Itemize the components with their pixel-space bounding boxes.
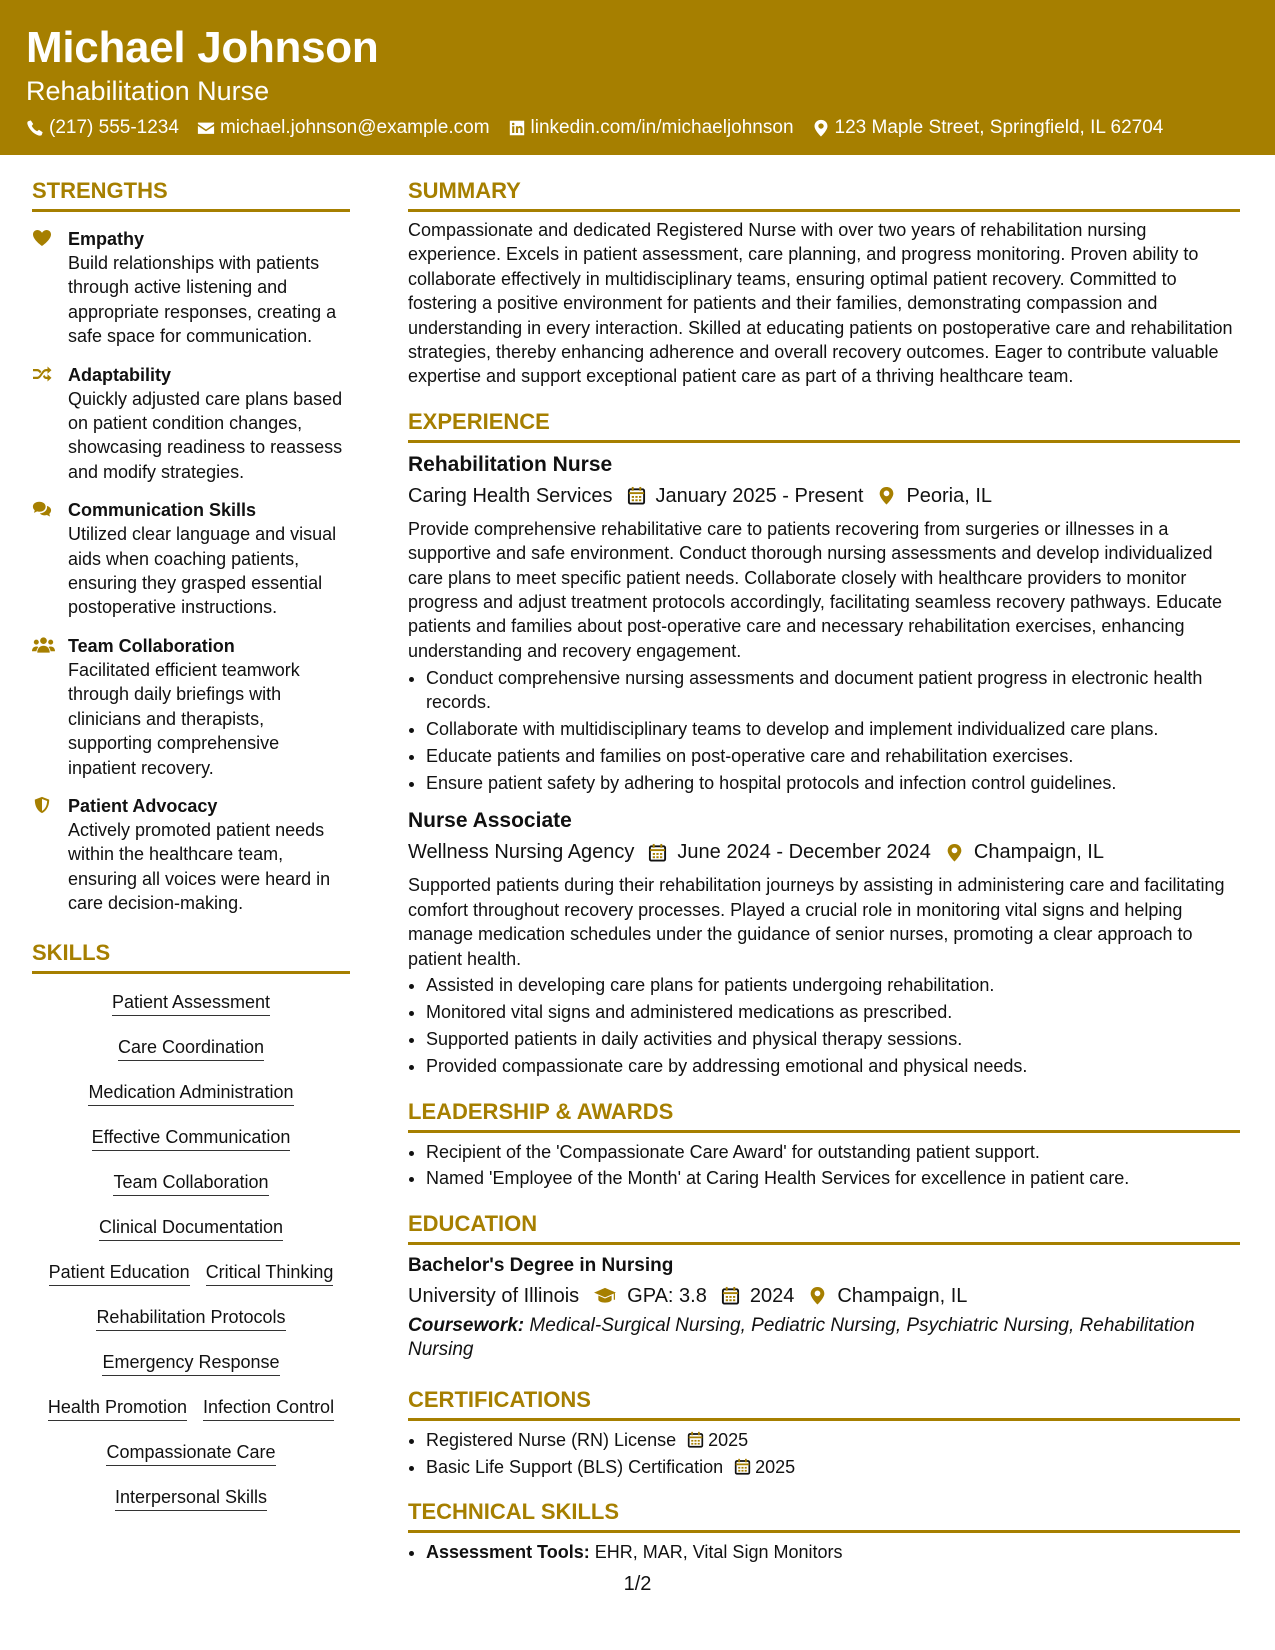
contact-phone: [26, 116, 179, 140]
strength-title: Adaptability: [68, 364, 172, 385]
gpa-text: GPA: 3.8: [627, 1284, 707, 1307]
job-dates: January 2025 - Present: [655, 484, 864, 507]
skill-tag: Critical Thinking: [206, 1260, 334, 1286]
map-pin-icon: [808, 1286, 827, 1305]
strength-item: [32, 794, 350, 916]
experience-heading: EXPERIENCE: [408, 407, 1240, 443]
skills-list: [32, 990, 350, 1511]
resume-header: [0, 0, 1275, 155]
skill-tag: Health Promotion: [48, 1395, 187, 1421]
job-title: Rehabilitation Nurse: [408, 452, 613, 476]
list-item: • Educate patients and families on post-operative care and rehabilitation exercises.: [426, 744, 1240, 768]
comments-icon: [32, 500, 52, 518]
tech-skill-value: EHR, MAR, Vital Sign Monitors: [594, 1542, 843, 1562]
calendar-icon: [721, 1286, 740, 1305]
job-meta: [408, 838, 1240, 866]
education-section: [408, 1209, 1240, 1363]
job-meta: [408, 482, 1240, 510]
list-item: • Provided compassionate care by addressing emotional and physical needs.: [426, 1054, 1240, 1078]
job-location: Champaign, IL: [973, 841, 1104, 864]
leadership-heading: LEADERSHIP & AWARDS: [408, 1097, 1240, 1133]
strength-item: [32, 498, 350, 620]
graduation-year: 2024: [749, 1284, 795, 1307]
list-item: • Ensure patient safety by adhering to hospital protocols and infection control guidelines.: [426, 771, 1240, 795]
job-company: Wellness Nursing Agency: [408, 841, 635, 864]
cert-year: 2025: [755, 1456, 796, 1477]
candidate-name: Michael Johnson: [26, 23, 379, 72]
certifications-list: [408, 1428, 1240, 1479]
page-number: 1/2: [623, 1573, 652, 1595]
map-pin-icon: [877, 486, 896, 505]
skill-tag: Rehabilitation Protocols: [96, 1305, 285, 1331]
cert-name: • Basic Life Support (BLS) Certification: [426, 1456, 724, 1477]
list-item: • Monitored vital signs and administered medications as prescribed.: [426, 1000, 1240, 1024]
calendar-icon: [627, 486, 646, 505]
email-link[interactable]: michael.johnson@example.com: [219, 117, 490, 138]
shuffle-icon: [32, 365, 52, 383]
contact-email[interactable]: [197, 116, 490, 140]
summary-heading: SUMMARY: [408, 176, 1240, 212]
school-name: University of Illinois: [408, 1284, 580, 1307]
skill-tag: Interpersonal Skills: [115, 1485, 267, 1511]
strength-desc: Utilized clear language and visual aids when coaching patients, ensuring they grasped essential postoperative instructions.: [68, 524, 337, 618]
users-icon: [32, 636, 55, 654]
skill-tag: Emergency Response: [102, 1350, 279, 1376]
leadership-list: [408, 1140, 1240, 1191]
job-description: Supported patients during their rehabilitation journeys by assisting in administering care and facilitating comfort throughout recovery processes. Played a crucial role in monitoring vital signs and helping manage medication schedules under the guidance of senior nurses, promoting a clear approach to patient health.: [408, 875, 1225, 969]
list-item: [426, 1428, 1240, 1452]
list-item: [426, 1455, 1240, 1479]
list-item: • Conduct comprehensive nursing assessments and document patient progress in electronic health records.: [426, 666, 1240, 715]
school-location: Champaign, IL: [837, 1284, 968, 1307]
skill-tag: Effective Communication: [92, 1125, 291, 1151]
contact-address: [812, 116, 1164, 140]
list-item: [426, 1540, 1240, 1564]
education-meta: [408, 1282, 1240, 1310]
map-pin-icon: [812, 119, 830, 137]
list-item: • Collaborate with multidisciplinary teams to develop and implement individualized care plans.: [426, 717, 1240, 741]
cert-name: • Registered Nurse (RN) License: [426, 1429, 677, 1450]
strength-item: [32, 227, 350, 349]
heart-icon: [32, 229, 52, 247]
graduation-cap-icon: [593, 1286, 617, 1305]
strength-desc: Build relationships with patients through active listening and appropriate responses, creating a safe space for communication.: [68, 253, 337, 347]
strength-title: Empathy: [68, 229, 145, 249]
envelope-icon: [197, 119, 215, 137]
skill-tag: Team Collaboration: [113, 1170, 268, 1196]
strength-desc: Actively promoted patient needs within the healthcare team, ensuring all voices were heard in care decision-making.: [68, 819, 331, 914]
strength-title: Patient Advocacy: [68, 795, 218, 816]
contact-linkedin[interactable]: [508, 116, 794, 140]
skills-heading: SKILLS: [32, 938, 350, 974]
skill-tag: Compassionate Care: [106, 1440, 275, 1466]
coursework-list: Medical-Surgical Nursing, Pediatric Nursing, Psychiatric Nursing, Rehabilitation Nursing: [408, 1314, 1195, 1361]
strength-desc: Quickly adjusted care plans based on patient condition changes, showcasing readiness to reassess and modify strategies.: [68, 388, 343, 482]
leadership-section: [408, 1097, 1240, 1191]
education-heading: EDUCATION: [408, 1209, 1240, 1245]
tech-skill-label: Assessment Tools:: [426, 1542, 590, 1562]
skill-tag: Care Coordination: [118, 1035, 264, 1061]
calendar-icon: [734, 1458, 751, 1475]
job-bullets: [408, 973, 1240, 1078]
list-item: • Assisted in developing care plans for patients undergoing rehabilitation.: [426, 973, 1240, 997]
job-location: Peoria, IL: [906, 484, 993, 507]
skill-tag: Patient Education: [49, 1260, 190, 1286]
candidate-role: Rehabilitation Nurse: [26, 76, 270, 106]
linkedin-icon: [508, 119, 526, 137]
cert-year: 2025: [708, 1429, 749, 1450]
left-column: [32, 176, 350, 1511]
certifications-section: [408, 1385, 1240, 1479]
coursework: [408, 1314, 1240, 1363]
strength-title: Team Collaboration: [68, 635, 235, 656]
address-text: 123 Maple Street, Springfield, IL 62704: [834, 117, 1164, 138]
job-title: Nurse Associate: [408, 809, 572, 833]
phone-text: (217) 555-1234: [49, 117, 179, 138]
technical-skills-heading: TECHNICAL SKILLS: [408, 1497, 1240, 1533]
certifications-heading: CERTIFICATIONS: [408, 1385, 1240, 1421]
shield-icon: [32, 796, 52, 814]
job-entry: [408, 807, 1240, 1078]
phone-icon: [26, 119, 44, 137]
strength-title: Communication Skills: [68, 500, 257, 521]
degree-title: Bachelor's Degree in Nursing: [408, 1254, 674, 1276]
job-bullets: [408, 666, 1240, 796]
job-entry: [408, 451, 1240, 795]
skill-tag: Infection Control: [203, 1395, 334, 1421]
map-pin-icon: [945, 843, 964, 862]
strength-desc: Facilitated efficient teamwork through daily briefings with clinicians and therapists, supporting comprehensive inpatient recovery.: [68, 659, 300, 778]
skill-tag: Medication Administration: [88, 1080, 293, 1106]
list-item: • Supported patients in daily activities and physical therapy sessions.: [426, 1027, 1240, 1051]
job-dates: June 2024 - December 2024: [677, 841, 931, 864]
skill-tag: Clinical Documentation: [99, 1215, 283, 1241]
list-item: • Named 'Employee of the Month' at Caring Health Services for excellence in patient care.: [426, 1166, 1240, 1190]
coursework-label: Coursework:: [408, 1314, 525, 1336]
calendar-icon: [687, 1431, 704, 1448]
strengths-heading: STRENGTHS: [32, 176, 350, 212]
right-column: [408, 176, 1240, 1564]
job-description: Provide comprehensive rehabilitative care to patients recovering from surgeries or illnesses in a supportive and safe environment. Conduct thorough nursing assessments and develop individualized care plans to meet specific patient needs. Collaborate closely with healthcare providers to monitor progress and adjust treatment protocols accordingly, facilitating seamless recovery pathways. Educate patients and families about post-operative care and necessary rehabilitation exercises, enhancing understanding and recovery engagement.: [408, 518, 1223, 661]
strength-item: [32, 634, 350, 780]
calendar-icon: [648, 843, 667, 862]
technical-skills-list: [408, 1540, 1240, 1564]
list-item: • Recipient of the 'Compassionate Care Award' for outstanding patient support.: [426, 1140, 1240, 1164]
technical-skills-section: [408, 1497, 1240, 1564]
linkedin-link[interactable]: linkedin.com/in/michaeljohnson: [530, 117, 794, 138]
job-company: Caring Health Services: [408, 484, 613, 507]
experience-section: [408, 407, 1240, 1079]
strength-item: [32, 363, 350, 485]
skill-tag: Patient Assessment: [112, 990, 270, 1016]
contact-bar: [26, 116, 1163, 140]
summary-text: Compassionate and dedicated Registered Nurse with over two years of rehabilitation nursing experience. Excels in patient assessment, care planning, and progress monitoring. Proven ability to collaborate effectively in multidisciplinary teams, ensuring optimal patient recovery. Committed to fostering a positive environment for patients and their families, demonstrating compassion and understanding in every interaction. Skilled at educating patients on postoperative care and rehabilitation strategies, thereby enhancing adherence and overall recovery outcomes. Eager to contribute valuable expertise and support exceptional patient care as part of a thriving healthcare team.: [408, 220, 1233, 387]
